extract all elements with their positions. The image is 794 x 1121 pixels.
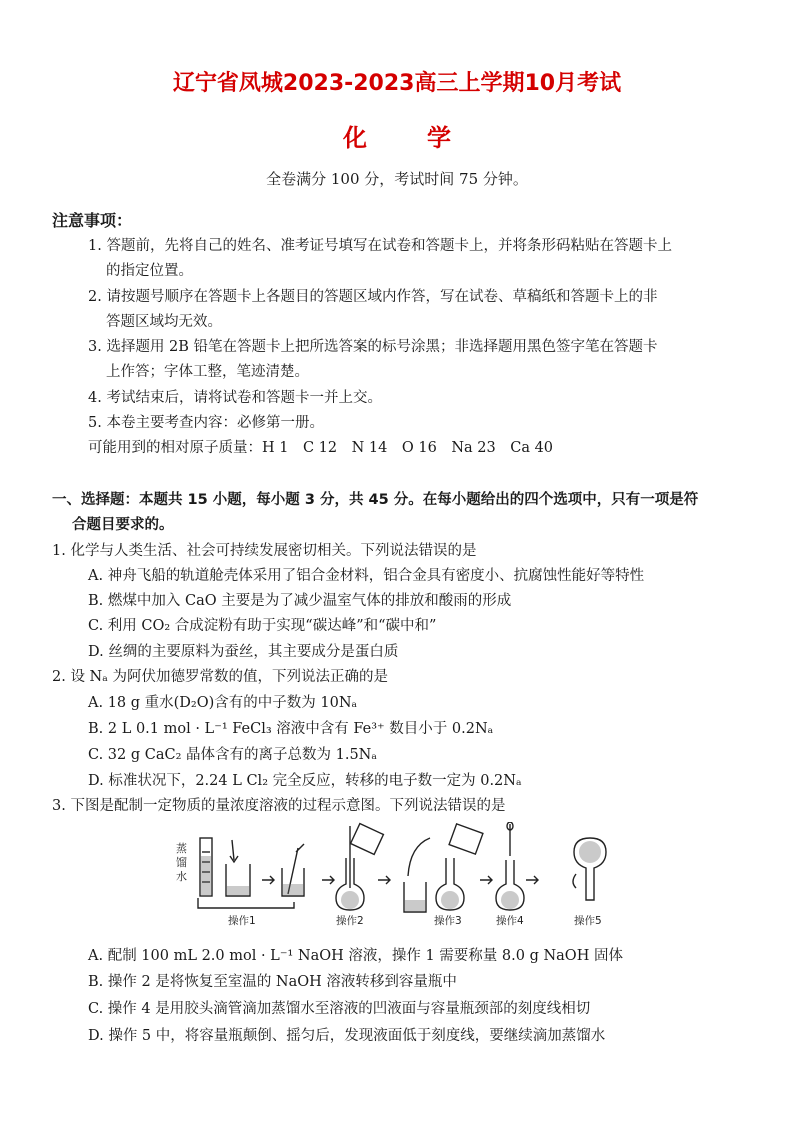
- question-3-option-c: C. 操作 4 是用胶头滴管滴加蒸馏水至溶液的凹液面与容量瓶颈部的刻度线相切: [88, 1001, 591, 1017]
- notice-line: 上作答；字体工整，笔迹清楚。: [106, 364, 309, 380]
- question-2-option-d: D. 标准状况下，2.24 L Cl₂ 完全反应，转移的电子数一定为 0.2Nₐ: [88, 773, 522, 789]
- question-3-option-d: D. 操作 5 中，将容量瓶颠倒、摇匀后，发现液面低于刻度线，要继续滴加蒸馏水: [88, 1028, 606, 1044]
- arrow-icon: [322, 876, 334, 884]
- op-label: 操作4: [496, 915, 524, 927]
- op-label: 操作2: [336, 915, 364, 927]
- subject-heading: 化学: [343, 124, 511, 152]
- section-heading-cont: 合题目要求的。: [72, 517, 174, 533]
- arrow-icon: [526, 876, 538, 884]
- section-heading: 一、选择题：本题共 15 小题，每小题 3 分，共 45 分。在每小题给出的四个选项中，只有一项是符: [52, 492, 699, 508]
- question-2-option-b: B. 2 L 0.1 mol · L⁻¹ FeCl₃ 溶液中含有 Fe³⁺ 数目小于 0.2Nₐ: [88, 721, 494, 737]
- arrow-icon: [480, 876, 492, 884]
- question-3-stem: 3. 下图是配制一定物质的量浓度溶液的过程示意图。下列说法错误的是: [52, 798, 506, 814]
- pouring-beaker: [449, 824, 483, 854]
- solution-preparation-figure: [170, 822, 640, 932]
- notice-line: 的指定位置。: [106, 263, 193, 279]
- op-label: 操作5: [574, 915, 602, 927]
- full-score-note: 全卷满分 100 分，考试时间 75 分钟。: [266, 170, 528, 188]
- question-3-option-b: B. 操作 2 是将恢复至室温的 NaOH 溶液转移到容量瓶中: [88, 974, 457, 990]
- water-label-2: 馏: [176, 856, 187, 869]
- arrow-icon: [262, 876, 274, 884]
- question-2-stem: 2. 设 Nₐ 为阿伏加德罗常数的值，下列说法正确的是: [52, 669, 388, 685]
- op-label: 操作1: [228, 915, 256, 927]
- exam-title: 辽宁省凤城2023-2023高三上学期10月考试: [172, 71, 622, 96]
- question-1-option-a: A. 神舟飞船的轨道舱壳体采用了铝合金材料，铝合金具有密度小、抗腐蚀性能好等特性: [88, 568, 645, 584]
- question-1-option-d: D. 丝绸的主要原料为蚕丝，其主要成分是蛋白质: [88, 644, 399, 660]
- atomic-mass-line: 可能用到的相对原子质量：H 1 C 12 N 14 O 16 Na 23 Ca 40: [88, 440, 554, 456]
- question-2-option-a: A. 18 g 重水(D₂O)含有的中子数为 10Nₐ: [88, 695, 358, 711]
- question-2-option-c: C. 32 g CaC₂ 晶体含有的离子总数为 1.5Nₐ: [88, 747, 377, 763]
- water-label-1: 蒸: [176, 842, 187, 855]
- notice-line: 5. 本卷主要考查内容：必修第一册。: [88, 415, 324, 431]
- question-1-option-b: B. 燃煤中加入 CaO 主要是为了减少温室气体的排放和酸雨的形成: [88, 593, 512, 609]
- question-3-option-a: A. 配制 100 mL 2.0 mol · L⁻¹ NaOH 溶液，操作 1 需要称量 8.0 g NaOH 固体: [88, 948, 623, 964]
- notice-line: 1. 答题前，先将自己的姓名、准考证号填写在试卷和答题卡上，并将条形码粘贴在答题卡上: [88, 238, 672, 254]
- notice-line: 2. 请按题号顺序在答题卡上各题目的答题区域内作答，写在试卷、草稿纸和答题卡上的非: [88, 289, 658, 305]
- water-label-3: 水: [176, 870, 187, 883]
- figure-bracket: [198, 898, 294, 908]
- op-label: 操作3: [434, 915, 462, 927]
- question-1-option-c: C. 利用 CO₂ 合成淀粉有助于实现“碳达峰”和“碳中和”: [88, 618, 437, 634]
- notice-heading: 注意事项：: [52, 211, 133, 230]
- notice-line: 4. 考试结束后，请将试卷和答题卡一并上交。: [88, 390, 382, 406]
- notice-line: 答题区域均无效。: [106, 314, 222, 330]
- notice-line: 3. 选择题用 2B 铅笔在答题卡上把所选答案的标号涂黑；非选择题用黑色签字笔在答题卡: [88, 339, 658, 355]
- question-1-stem: 1. 化学与人类生活、社会可持续发展密切相关。下列说法错误的是: [52, 543, 477, 559]
- pouring-beaker: [351, 824, 384, 855]
- arrow-icon: [378, 876, 390, 884]
